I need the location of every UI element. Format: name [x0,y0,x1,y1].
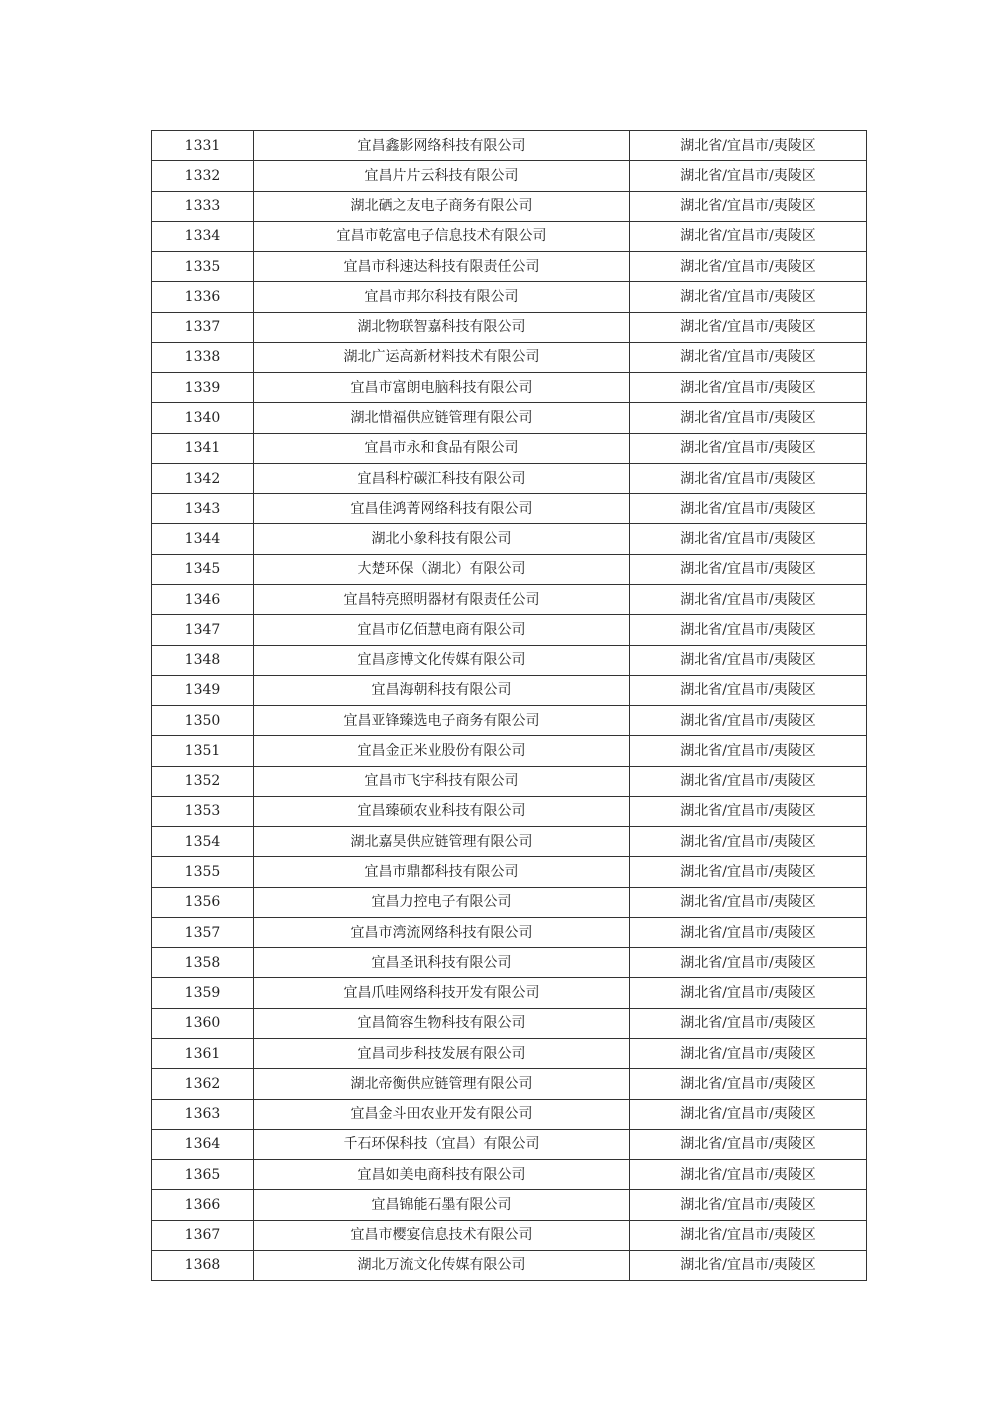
table-row [152,433,867,463]
row-number-cell: 1368 [152,1250,254,1280]
row-number-cell: 1349 [152,675,254,705]
row-number-cell: 1363 [152,1099,254,1129]
table-row [152,1129,867,1159]
table-row [152,645,867,675]
row-number-cell: 1355 [152,857,254,887]
table-row [152,252,867,282]
table-row [152,494,867,524]
region-cell: 湖北省/宜昌市/夷陵区 [630,524,867,554]
table-row [152,796,867,826]
region-cell: 湖北省/宜昌市/夷陵区 [630,645,867,675]
row-number-cell: 1359 [152,978,254,1008]
table-row [152,282,867,312]
company-name-cell: 宜昌市湾流网络科技有限公司 [254,917,630,947]
company-name-cell: 宜昌彦博文化传媒有限公司 [254,645,630,675]
company-name-cell: 宜昌佳鸿菁网络科技有限公司 [254,494,630,524]
region-cell: 湖北省/宜昌市/夷陵区 [630,766,867,796]
row-number-cell: 1354 [152,827,254,857]
region-cell: 湖北省/宜昌市/夷陵区 [630,736,867,766]
row-number-cell: 1342 [152,463,254,493]
table-row [152,161,867,191]
company-name-cell: 湖北万流文化传媒有限公司 [254,1250,630,1280]
company-name-cell: 湖北广运高新材料技术有限公司 [254,342,630,372]
region-cell: 湖北省/宜昌市/夷陵区 [630,1069,867,1099]
table-row [152,675,867,705]
table-row [152,373,867,403]
table-row [152,221,867,251]
company-name-cell: 湖北小象科技有限公司 [254,524,630,554]
company-name-cell: 宜昌如美电商科技有限公司 [254,1160,630,1190]
region-cell: 湖北省/宜昌市/夷陵区 [630,857,867,887]
row-number-cell: 1337 [152,312,254,342]
region-cell: 湖北省/宜昌市/夷陵区 [630,282,867,312]
row-number-cell: 1361 [152,1038,254,1068]
row-number-cell: 1340 [152,403,254,433]
table-row [152,191,867,221]
row-number-cell: 1335 [152,252,254,282]
company-name-cell: 宜昌圣讯科技有限公司 [254,948,630,978]
region-cell: 湖北省/宜昌市/夷陵区 [630,494,867,524]
company-name-cell: 大楚环保（湖北）有限公司 [254,554,630,584]
row-number-cell: 1343 [152,494,254,524]
table-row [152,342,867,372]
company-name-cell: 宜昌鑫影网络科技有限公司 [254,131,630,161]
region-cell: 湖北省/宜昌市/夷陵区 [630,675,867,705]
table-row [152,766,867,796]
row-number-cell: 1339 [152,373,254,403]
table-row [152,524,867,554]
region-cell: 湖北省/宜昌市/夷陵区 [630,584,867,614]
table-row [152,978,867,1008]
table-row [152,887,867,917]
table-row [152,706,867,736]
row-number-cell: 1366 [152,1190,254,1220]
table-row [152,1220,867,1250]
region-cell: 湖北省/宜昌市/夷陵区 [630,221,867,251]
company-name-cell: 宜昌锦能石墨有限公司 [254,1190,630,1220]
company-table [151,130,867,1281]
company-name-cell: 湖北物联智嘉科技有限公司 [254,312,630,342]
table-row [152,1038,867,1068]
table-row [152,1250,867,1280]
region-cell: 湖北省/宜昌市/夷陵区 [630,252,867,282]
region-cell: 湖北省/宜昌市/夷陵区 [630,403,867,433]
table-row [152,857,867,887]
row-number-cell: 1362 [152,1069,254,1099]
row-number-cell: 1351 [152,736,254,766]
row-number-cell: 1350 [152,706,254,736]
table-row [152,948,867,978]
region-cell: 湖北省/宜昌市/夷陵区 [630,1008,867,1038]
region-cell: 湖北省/宜昌市/夷陵区 [630,1220,867,1250]
row-number-cell: 1344 [152,524,254,554]
row-number-cell: 1352 [152,766,254,796]
company-name-cell: 湖北嘉昊供应链管理有限公司 [254,827,630,857]
row-number-cell: 1356 [152,887,254,917]
company-name-cell: 湖北惜福供应链管理有限公司 [254,403,630,433]
region-cell: 湖北省/宜昌市/夷陵区 [630,1099,867,1129]
row-number-cell: 1347 [152,615,254,645]
row-number-cell: 1333 [152,191,254,221]
row-number-cell: 1341 [152,433,254,463]
row-number-cell: 1334 [152,221,254,251]
row-number-cell: 1331 [152,131,254,161]
company-name-cell: 宜昌海朝科技有限公司 [254,675,630,705]
region-cell: 湖北省/宜昌市/夷陵区 [630,615,867,645]
region-cell: 湖北省/宜昌市/夷陵区 [630,463,867,493]
region-cell: 湖北省/宜昌市/夷陵区 [630,1250,867,1280]
region-cell: 湖北省/宜昌市/夷陵区 [630,827,867,857]
region-cell: 湖北省/宜昌市/夷陵区 [630,554,867,584]
table-row [152,1099,867,1129]
row-number-cell: 1364 [152,1129,254,1159]
company-name-cell: 宜昌市永和食品有限公司 [254,433,630,463]
region-cell: 湖北省/宜昌市/夷陵区 [630,917,867,947]
region-cell: 湖北省/宜昌市/夷陵区 [630,191,867,221]
table-row [152,403,867,433]
company-name-cell: 宜昌力控电子有限公司 [254,887,630,917]
company-name-cell: 宜昌亚锋臻选电子商务有限公司 [254,706,630,736]
company-name-cell: 宜昌市科速达科技有限责任公司 [254,252,630,282]
table-row [152,463,867,493]
region-cell: 湖北省/宜昌市/夷陵区 [630,433,867,463]
company-name-cell: 湖北硒之友电子商务有限公司 [254,191,630,221]
table-row [152,312,867,342]
table-row [152,1069,867,1099]
region-cell: 湖北省/宜昌市/夷陵区 [630,1129,867,1159]
region-cell: 湖北省/宜昌市/夷陵区 [630,342,867,372]
region-cell: 湖北省/宜昌市/夷陵区 [630,1190,867,1220]
company-name-cell: 湖北帝衡供应链管理有限公司 [254,1069,630,1099]
region-cell: 湖北省/宜昌市/夷陵区 [630,1038,867,1068]
company-name-cell: 宜昌市樱宴信息技术有限公司 [254,1220,630,1250]
table-row [152,1008,867,1038]
table-row [152,131,867,161]
table-row [152,554,867,584]
row-number-cell: 1348 [152,645,254,675]
row-number-cell: 1345 [152,554,254,584]
region-cell: 湖北省/宜昌市/夷陵区 [630,706,867,736]
company-name-cell: 宜昌片片云科技有限公司 [254,161,630,191]
company-name-cell: 宜昌市乾富电子信息技术有限公司 [254,221,630,251]
table-row [152,615,867,645]
table-row [152,584,867,614]
region-cell: 湖北省/宜昌市/夷陵区 [630,161,867,191]
region-cell: 湖北省/宜昌市/夷陵区 [630,131,867,161]
row-number-cell: 1367 [152,1220,254,1250]
table-row [152,1190,867,1220]
region-cell: 湖北省/宜昌市/夷陵区 [630,796,867,826]
company-name-cell: 宜昌科柠碳汇科技有限公司 [254,463,630,493]
company-name-cell: 宜昌市飞宇科技有限公司 [254,766,630,796]
company-name-cell: 宜昌简容生物科技有限公司 [254,1008,630,1038]
company-name-cell: 宜昌臻硕农业科技有限公司 [254,796,630,826]
row-number-cell: 1365 [152,1160,254,1190]
company-name-cell: 宜昌爪哇网络科技开发有限公司 [254,978,630,1008]
table-row [152,827,867,857]
region-cell: 湖北省/宜昌市/夷陵区 [630,1160,867,1190]
company-name-cell: 宜昌金正米业股份有限公司 [254,736,630,766]
company-name-cell: 宜昌市鼎都科技有限公司 [254,857,630,887]
row-number-cell: 1353 [152,796,254,826]
company-name-cell: 宜昌市亿佰慧电商有限公司 [254,615,630,645]
row-number-cell: 1358 [152,948,254,978]
company-name-cell: 宜昌市富朗电脑科技有限公司 [254,373,630,403]
company-name-cell: 千石环保科技（宜昌）有限公司 [254,1129,630,1159]
row-number-cell: 1346 [152,584,254,614]
row-number-cell: 1357 [152,917,254,947]
company-name-cell: 宜昌司步科技发展有限公司 [254,1038,630,1068]
table-row [152,1160,867,1190]
region-cell: 湖北省/宜昌市/夷陵区 [630,373,867,403]
region-cell: 湖北省/宜昌市/夷陵区 [630,312,867,342]
row-number-cell: 1336 [152,282,254,312]
region-cell: 湖北省/宜昌市/夷陵区 [630,948,867,978]
company-name-cell: 宜昌市邦尔科技有限公司 [254,282,630,312]
row-number-cell: 1332 [152,161,254,191]
region-cell: 湖北省/宜昌市/夷陵区 [630,978,867,1008]
table-row [152,917,867,947]
region-cell: 湖北省/宜昌市/夷陵区 [630,887,867,917]
company-table-body [152,131,867,1281]
row-number-cell: 1360 [152,1008,254,1038]
table-row [152,736,867,766]
company-name-cell: 宜昌金斗田农业开发有限公司 [254,1099,630,1129]
row-number-cell: 1338 [152,342,254,372]
company-name-cell: 宜昌特亮照明器材有限责任公司 [254,584,630,614]
